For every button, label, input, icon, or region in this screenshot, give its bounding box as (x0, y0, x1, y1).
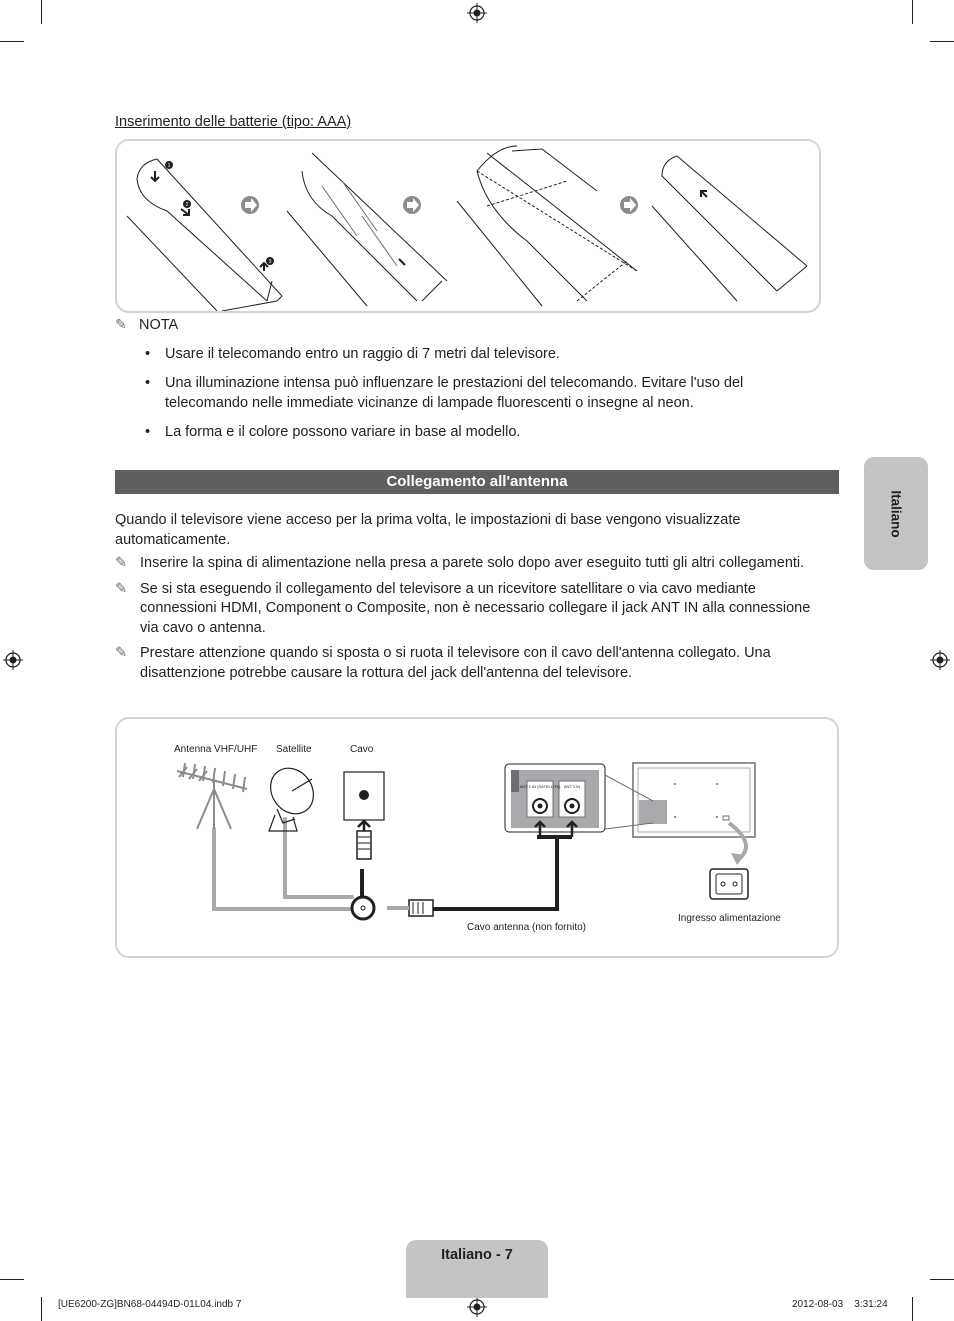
satellite-label: Satellite (276, 744, 312, 755)
note-pencil-icon: ✎ (115, 316, 127, 332)
crop-mark (912, 0, 913, 24)
crop-mark (930, 41, 954, 42)
list-item: • Usare il telecomando entro un raggio di 7 metri dal televisore. (145, 345, 825, 365)
note-pencil-icon: ✎ (115, 555, 128, 571)
note-text: Prestare attenzione quando si sposta o si ruota il televisore con il cavo dell'antenna collegato. Una disattenzione potrebbe causare la rottura del jack dell'antenna del televisore. (140, 645, 771, 681)
registration-mark-icon (467, 3, 487, 23)
list-item (115, 644, 825, 683)
list-item (115, 580, 825, 639)
list-item: • La forma e il colore possono variare in base al modello. (145, 423, 825, 443)
crop-mark (930, 1279, 954, 1280)
page-number-tab (406, 1240, 548, 1298)
power-input-label: Ingresso alimentazione (678, 913, 781, 924)
list-item (115, 554, 825, 574)
battery-insertion-illustration (117, 141, 819, 311)
antenna-connection-diagram (117, 719, 837, 956)
step-marker-3: 3 (268, 259, 272, 265)
language-side-tab-label: Italiano (888, 489, 904, 538)
note-bullet-list (145, 345, 825, 452)
antenna-label: Antenna VHF/UHF (174, 744, 258, 755)
antenna-notes-list (115, 554, 825, 689)
note-text: Inserire la spina di alimentazione nella presa a parete solo dopo aver eseguito tutti gli altri collegamenti. (140, 555, 805, 571)
cable-label: Cavo (350, 744, 374, 755)
crop-mark (0, 41, 24, 42)
registration-mark-icon (930, 650, 950, 670)
step-marker-1: 1 (167, 163, 171, 169)
ant-in-port-label: ANT 1 IN (563, 784, 581, 789)
language-side-tab (864, 457, 928, 570)
list-item: • Una illuminazione intensa può influenzare le prestazioni del telecomando. Evitare l'uso del telecomando nelle immediate vicinanze di lampade fluorescenti o insegne al neon. (145, 374, 825, 413)
crop-mark (41, 1297, 42, 1321)
registration-mark-icon (3, 650, 23, 670)
note-title: NOTA (139, 317, 179, 333)
crop-mark (41, 0, 42, 24)
antenna-cable-label: Cavo antenna (non fornito) (467, 922, 586, 933)
note-text: Se si sta eseguendo il collegamento del televisore a un ricevitore satellitare o via cavo mediante connessioni HDMI, Component o Composite, non è necessario collegare il jack ANT IN alla connessione via cavo o antenna. (140, 580, 811, 636)
note-heading (115, 316, 178, 333)
battery-section-title: Inserimento delle batterie (tipo: AAA) (115, 114, 352, 130)
section-heading-bar: Collegamento all'antenna (115, 470, 839, 494)
crop-mark (0, 1279, 24, 1280)
section-intro-paragraph: Quando il televisore viene acceso per la prima volta, le impostazioni di base vengono visualizzate automaticamente. (115, 512, 741, 548)
note-pencil-icon: ✎ (115, 580, 128, 597)
step-marker-2: 2 (185, 202, 189, 208)
print-timestamp: 2012-08-03 3:31:24 (792, 1299, 888, 1310)
registration-mark-icon (467, 1297, 487, 1317)
crop-mark (912, 1297, 913, 1321)
satellite-port-label: ANT 2 IN (SATELLITE) (519, 784, 561, 789)
note-pencil-icon: ✎ (115, 645, 128, 661)
page-number: Italiano - 7 (441, 1247, 513, 1263)
print-file-info: [UE6200-ZG]BN68-04494D-01L04.indb 7 (58, 1299, 242, 1310)
